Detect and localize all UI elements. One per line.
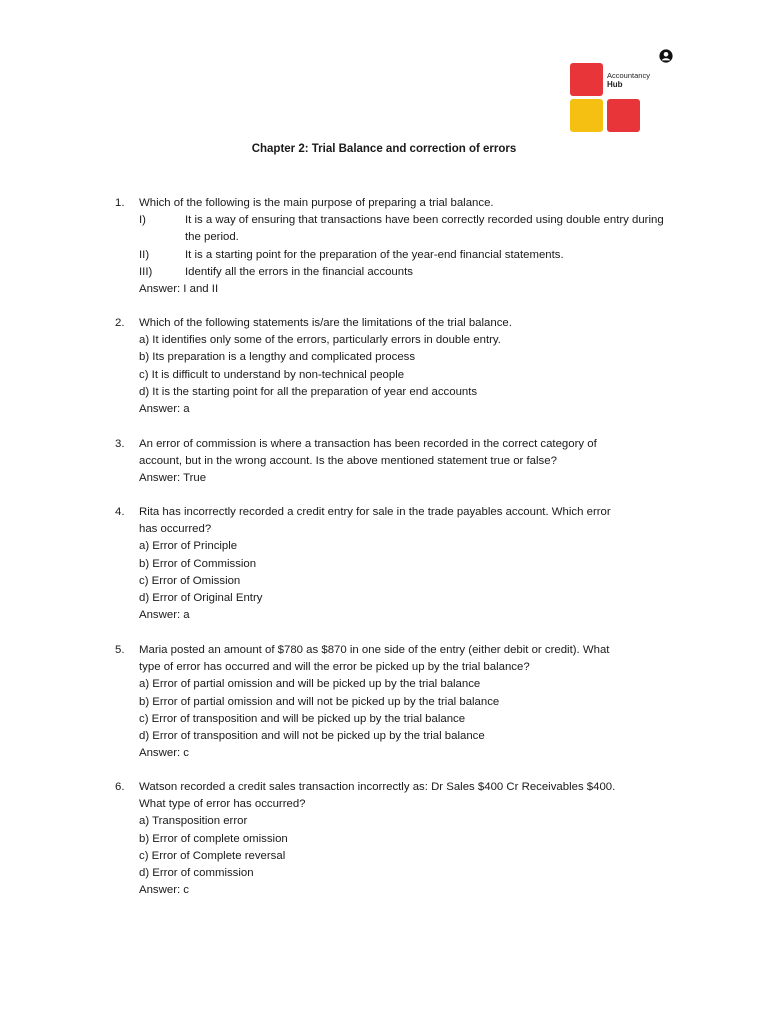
option-d: d) Error of commission [139, 867, 254, 880]
statement-numeral: II) [139, 248, 150, 261]
accountancy-hub-logo [568, 62, 650, 132]
option-b: b) Error of Commission [139, 557, 257, 570]
question-text-line-2: has occurred? [139, 523, 212, 536]
option-c: c) Error of transposition and will be picked up by the trial balance [139, 712, 466, 725]
question-text-line-1: Rita has incorrectly recorded a credit entry for sale in the trade payables account. Which error [139, 506, 611, 518]
question-number: 6. [115, 781, 125, 793]
question-text: Which of the following statements is/are the limitations of the trial balance. [139, 317, 512, 329]
option-a: a) Error of partial omission and will be picked up by the trial balance [139, 678, 481, 691]
option-c: c) It is difficult to understand by non-technical people [139, 368, 405, 381]
option-b: b) Its preparation is a lengthy and complicated process [139, 351, 416, 364]
option-a: a) Error of Principle [139, 540, 238, 553]
option-b: b) Error of partial omission and will not be picked up by the trial balance [139, 695, 500, 708]
question-2 [115, 315, 675, 418]
question-number: 5. [115, 644, 125, 656]
answer: Answer: c [139, 747, 190, 760]
answer: Answer: a [139, 609, 190, 622]
answer: Answer: c [139, 884, 190, 897]
statement-text: It is a way of ensuring that transactions have been correctly recorded using double entry during the period. [185, 214, 664, 244]
answer: Answer: True [139, 472, 207, 485]
logo-square-yellow [570, 99, 603, 132]
statement-numeral: III) [139, 265, 153, 278]
logo-line1: Accountancy [607, 71, 650, 80]
option-c: c) Error of Complete reversal [139, 849, 286, 862]
option-d: d) It is the starting point for all the preparation of year end accounts [139, 385, 478, 398]
logo-text [607, 71, 650, 89]
question-3 [115, 436, 675, 488]
option-d: d) Error of transposition and will not be picked up by the trial balance [139, 730, 485, 743]
option-c: c) Error of Omission [139, 574, 241, 587]
question-number: 4. [115, 506, 125, 518]
question-text-line-1: Watson recorded a credit sales transaction incorrectly as: Dr Sales $400 Cr Receivables $400. [139, 781, 616, 793]
statement-text: Identify all the errors in the financial accounts [185, 265, 413, 278]
question-5 [115, 642, 675, 762]
question-number: 2. [115, 317, 125, 329]
statement-1 [139, 212, 675, 246]
answer: Answer: I and II [139, 283, 219, 296]
question-text: Which of the following is the main purpose of preparing a trial balance. [139, 197, 494, 209]
option-a: a) It identifies only some of the errors, particularly errors in double entry. [139, 334, 501, 347]
question-number: 1. [115, 197, 125, 209]
option-d: d) Error of Original Entry [139, 592, 263, 605]
statement-3 [139, 264, 675, 281]
logo-line2: Hub [607, 80, 623, 89]
question-text-line-2: type of error has occurred and will the error be picked up by the trial balance? [139, 661, 530, 674]
question-text-line-1: Maria posted an amount of $780 as $870 in one side of the entry (either debit or credit). What [139, 644, 610, 656]
answer: Answer: a [139, 403, 190, 416]
statement-numeral: I) [139, 214, 146, 227]
question-4 [115, 504, 675, 624]
logo-square-red-bottom [607, 99, 640, 132]
user-icon[interactable] [659, 49, 673, 63]
statement-2 [139, 247, 675, 264]
question-6 [115, 779, 675, 899]
question-text-line-2: What type of error has occurred? [139, 798, 306, 811]
option-a: a) Transposition error [139, 815, 248, 828]
question-number: 3. [115, 438, 125, 450]
statement-text: It is a starting point for the preparation of the year-end financial statements. [185, 248, 564, 261]
chapter-title: Chapter 2: Trial Balance and correction of errors [251, 143, 517, 155]
question-text-line-2: account, but in the wrong account. Is the above mentioned statement true or false? [139, 455, 557, 468]
logo-square-red-top [570, 63, 603, 96]
question-text-line-1: An error of commission is where a transaction has been recorded in the correct category of [139, 438, 597, 450]
question-1 [115, 195, 675, 298]
option-b: b) Error of complete omission [139, 832, 288, 845]
